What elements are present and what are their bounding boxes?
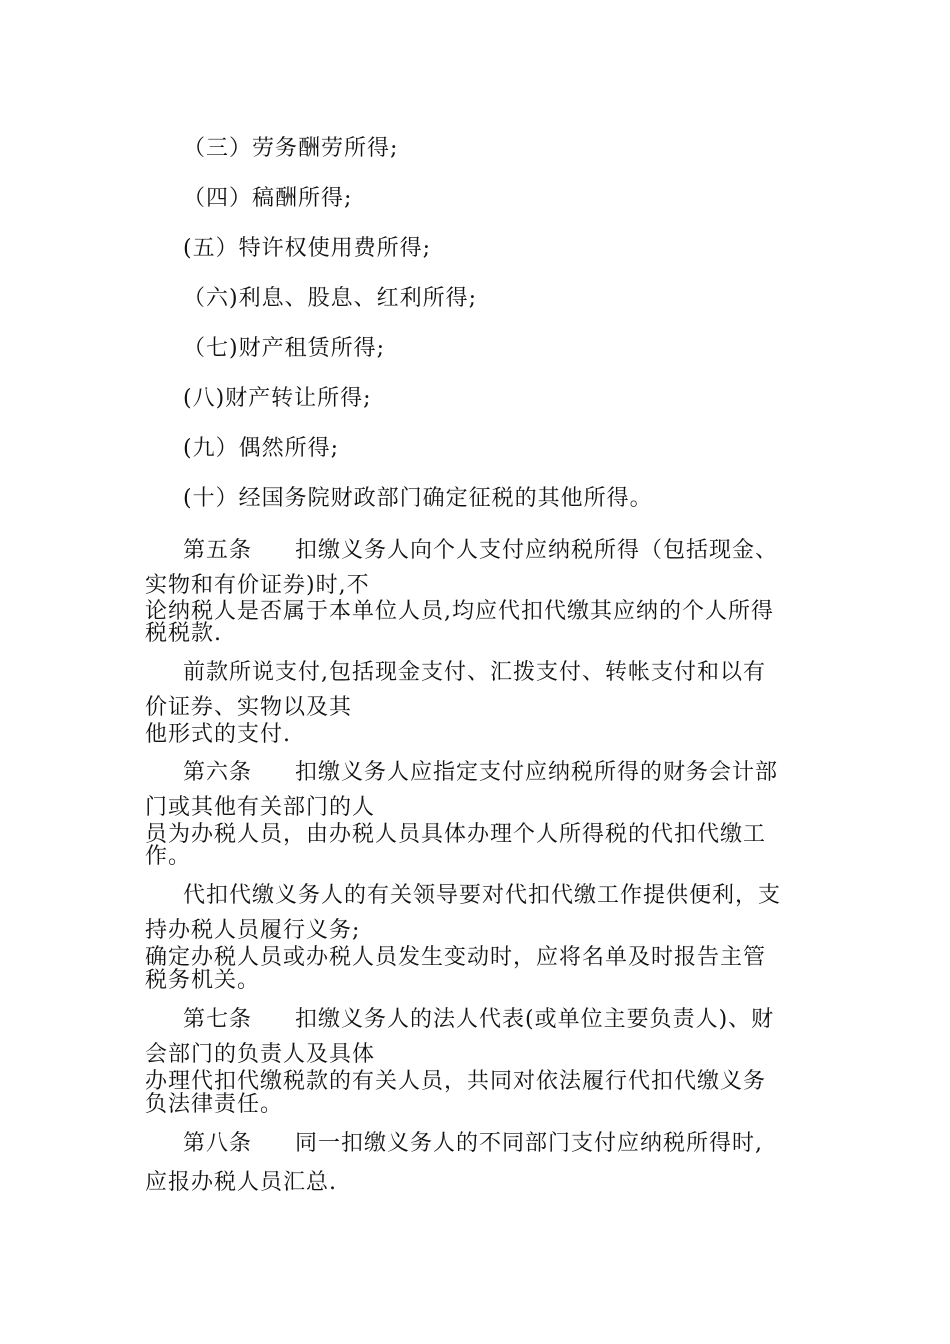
article-6-text: 扣缴义务人应指定支付应纳税所得的财务会计部 xyxy=(295,760,779,785)
paragraph-5b-line-1: 前款所说支付,包括现金支付、汇拨支付、转帐支付和以有 xyxy=(183,660,766,685)
article-5-number: 第五条 xyxy=(183,538,253,563)
list-item-4: （四）稿酬所得; xyxy=(183,186,353,211)
list-item-10: (十）经国务院财政部门确定征税的其他所得。 xyxy=(183,486,653,511)
article-6-number: 第六条 xyxy=(183,760,253,785)
list-item-3: （三）劳务酬劳所得; xyxy=(183,136,399,161)
list-item-5: (五）特许权使用费所得; xyxy=(183,236,431,261)
list-item-7: （七)财产租赁所得; xyxy=(183,336,385,361)
list-item-9: (九）偶然所得; xyxy=(183,436,339,461)
article-7-line-1 xyxy=(183,1007,774,1033)
paragraph-6b-line-4: 税务机关。 xyxy=(145,968,261,993)
article-7-line-3: 办理代扣代缴税款的有关人员，共同对依法履行代扣代缴义务 xyxy=(145,1069,767,1094)
article-6-line-2: 门或其他有关部门的人 xyxy=(145,795,376,820)
article-5-line-2: 实物和有价证券)时,不 xyxy=(145,573,370,598)
list-item-6: （六)利息、股息、红利所得; xyxy=(183,286,477,311)
article-7-number: 第七条 xyxy=(183,1007,253,1032)
article-6-line-3: 员为办税人员，由办税人员具体办理个人所得税的代扣代缴工 xyxy=(145,822,767,847)
article-5-line-3: 论纳税人是否属于本单位人员,均应代扣代缴其应纳的个人所得 xyxy=(145,599,774,624)
paragraph-6b-line-2: 持办税人员履行义务; xyxy=(145,918,361,943)
article-8-text: 同一扣缴义务人的不同部门支付应纳税所得时, xyxy=(295,1131,763,1156)
article-6-line-4: 作。 xyxy=(145,844,192,869)
article-7-text: 扣缴义务人的法人代表(或单位主要负责人)、财 xyxy=(295,1007,775,1032)
article-5-line-1 xyxy=(183,538,778,564)
article-8-line-2: 应报办税人员汇总. xyxy=(145,1170,337,1195)
article-7-line-4: 负法律责任。 xyxy=(145,1092,284,1117)
article-8-number: 第八条 xyxy=(183,1131,253,1156)
paragraph-6b-line-1: 代扣代缴义务人的有关领导要对代扣代缴工作提供便利，支 xyxy=(183,883,782,908)
article-8-line-1 xyxy=(183,1131,763,1157)
paragraph-5b-line-3: 他形式的支付. xyxy=(145,722,291,747)
paragraph-5b-line-2: 价证券、实物以及其 xyxy=(145,695,353,720)
article-6-line-1 xyxy=(183,760,778,786)
list-item-8: (八)财产转让所得; xyxy=(183,386,372,411)
article-5-line-4: 税税款. xyxy=(145,621,222,646)
article-7-line-2: 会部门的负责人及具体 xyxy=(145,1042,376,1067)
article-5-text: 扣缴义务人向个人支付应纳税所得（包括现金、 xyxy=(295,538,779,563)
paragraph-6b-line-3: 确定办税人员或办税人员发生变动时，应将名单及时报告主管 xyxy=(145,945,767,970)
